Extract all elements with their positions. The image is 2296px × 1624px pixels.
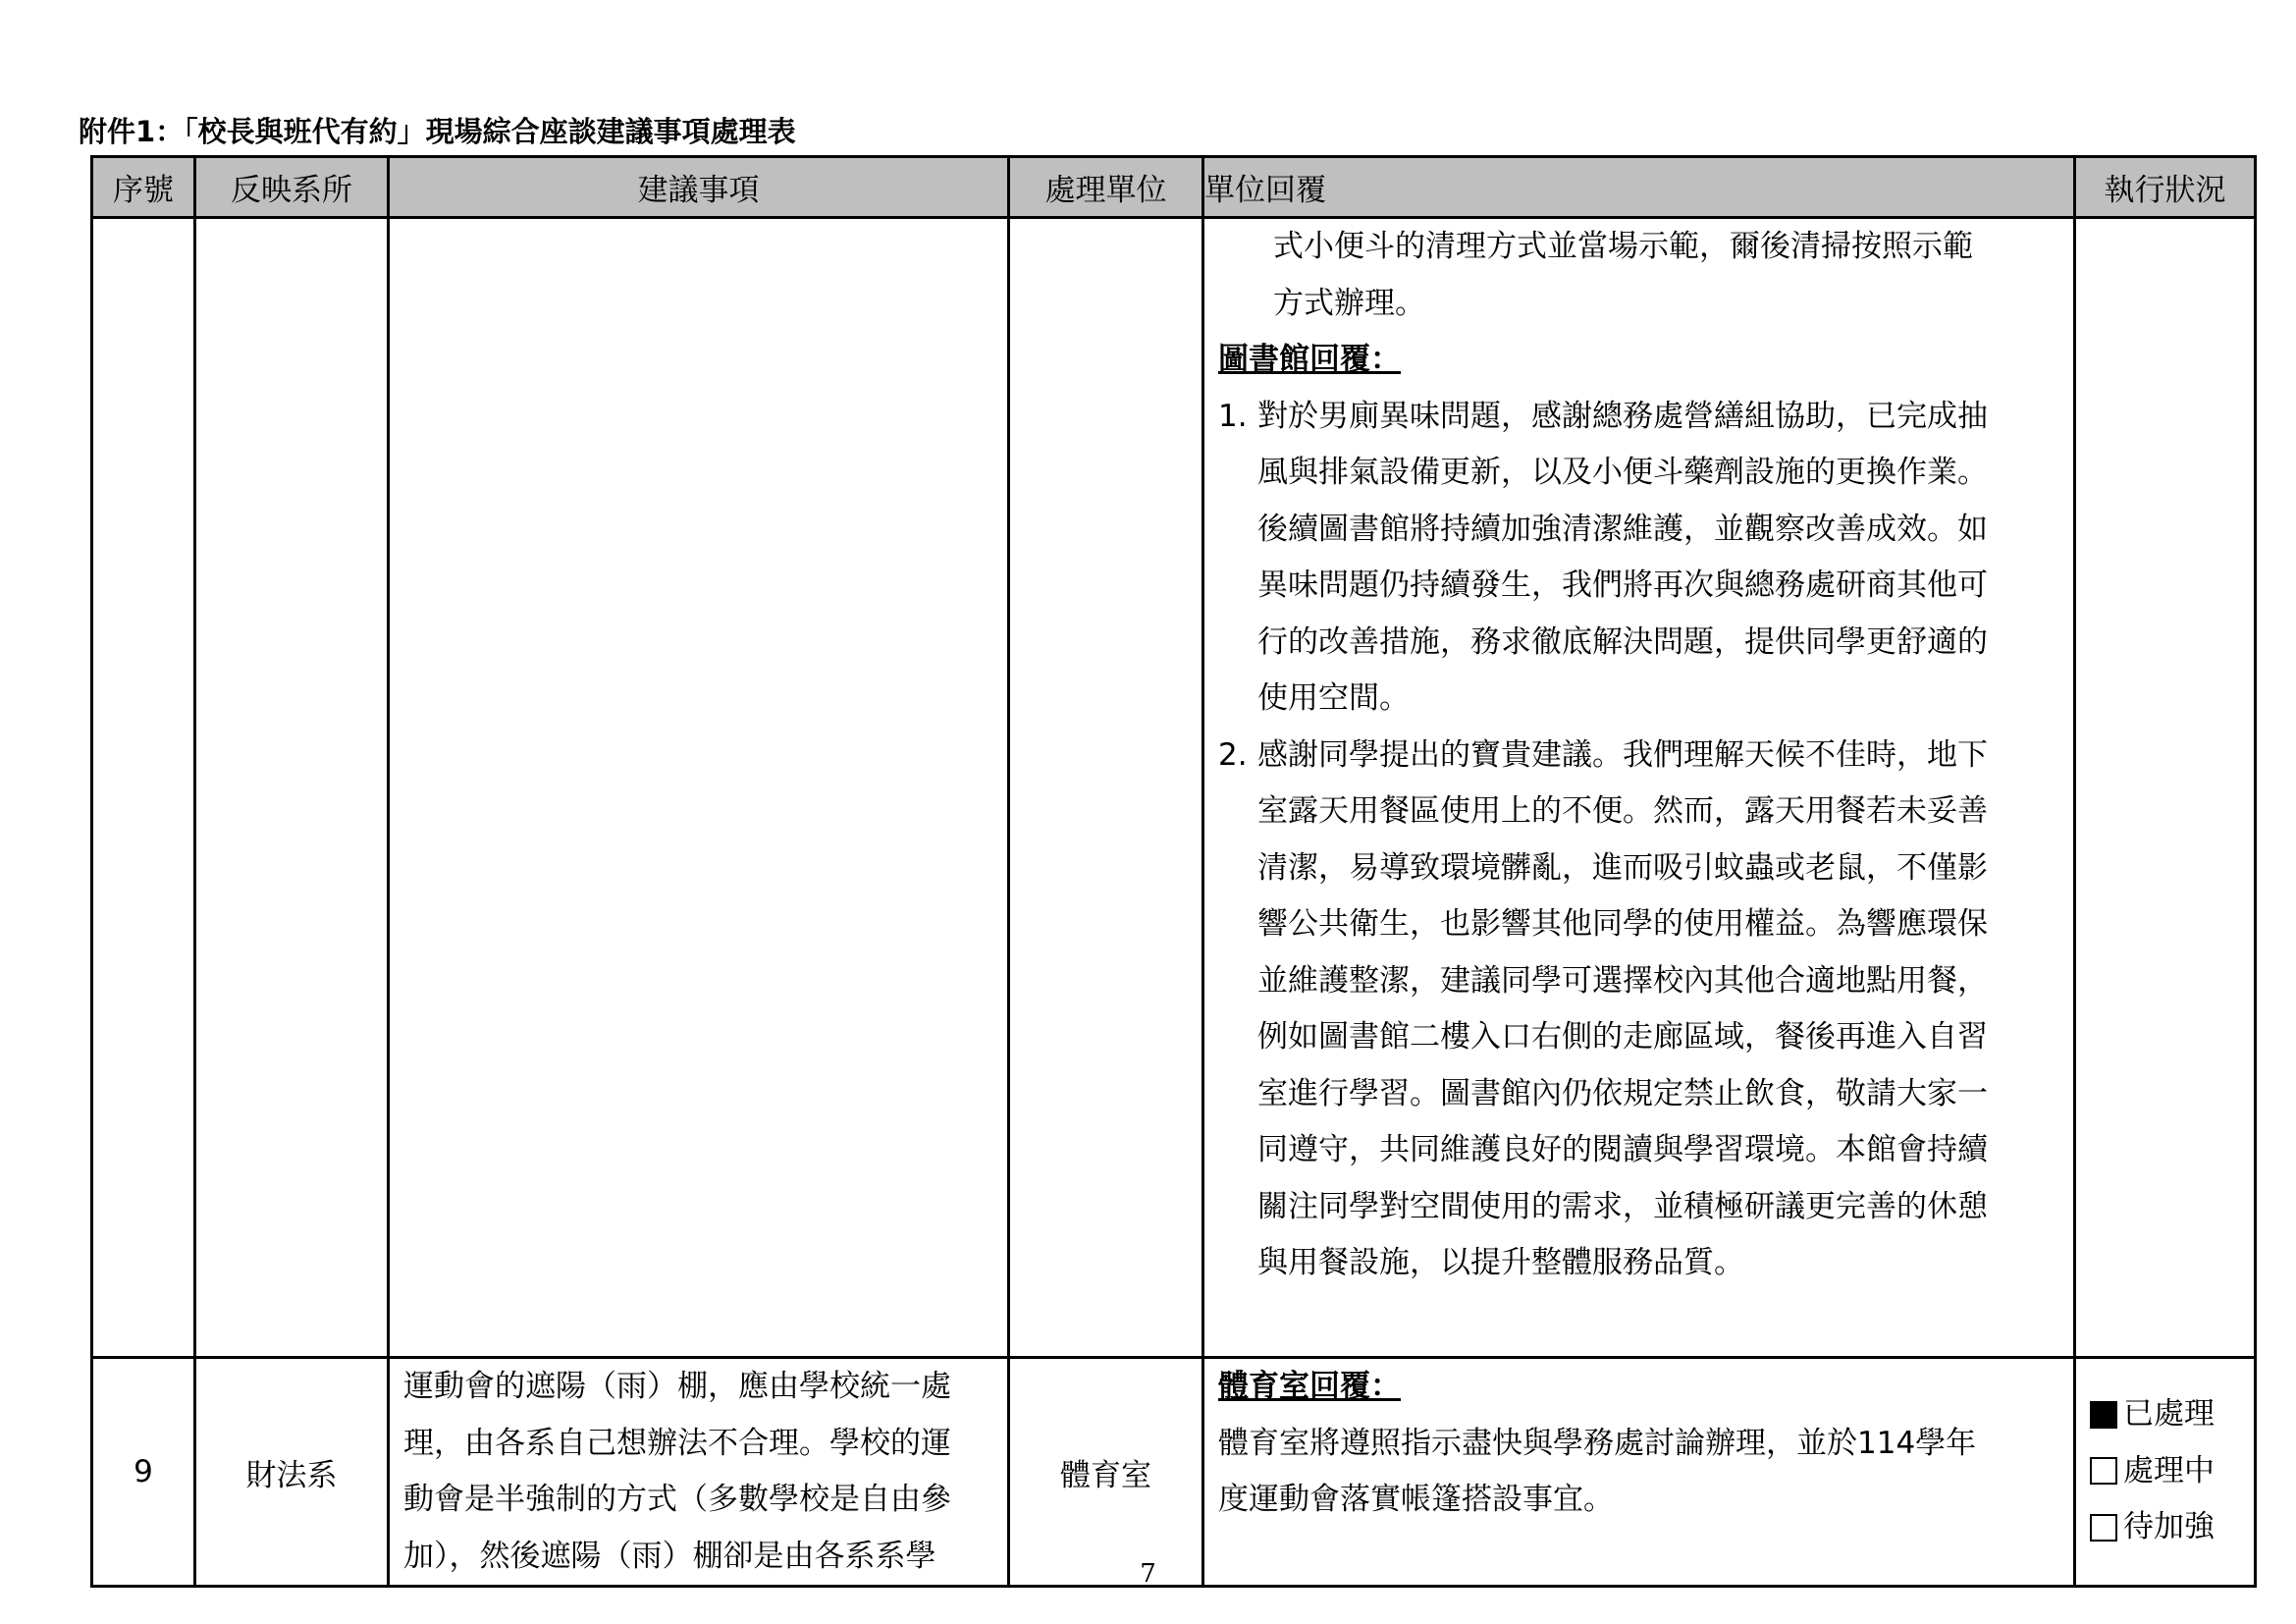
status-option-in-progress[interactable]: 處理中: [2090, 1443, 2244, 1500]
seq-cell: [92, 218, 195, 1358]
status-option-needs-improvement[interactable]: 待加強: [2090, 1499, 2244, 1556]
table-row: [92, 218, 2256, 1358]
seq-cell: 9: [92, 1358, 195, 1587]
header-status: 執行狀況: [2075, 157, 2256, 218]
unit-cell: 體育室: [1009, 1358, 1203, 1587]
pe-office-response-heading: 體育室回覆：: [1218, 1369, 1401, 1404]
suggestion-cell: 運動會的遮陽（雨）棚，應由學校統一處 理，由各系自己想辦法不合理。學校的運 動會是半強制的方式（多數學校是自由參 加），然後遮陽（雨）棚卻是由各系系學: [389, 1358, 1009, 1587]
status-cell: [2075, 1358, 2256, 1587]
page-number: 7: [1140, 1559, 1156, 1589]
header-suggestion: 建議事項: [389, 157, 1009, 218]
dept-cell: [195, 218, 389, 1358]
status-option-done[interactable]: 已處理: [2090, 1386, 2244, 1443]
empty-box-icon: [2090, 1514, 2117, 1542]
header-response: 單位回覆: [1203, 157, 2075, 218]
response-cell: [1203, 218, 2075, 1358]
response-cell: 體育室回覆： 體育室將遵照指示盡快與學務處討論辦理，並於114學年 度運動會落實帳篷搭設事宜。: [1203, 1358, 2075, 1587]
library-response-heading: 圖書館回覆：: [1218, 342, 1401, 377]
dept-cell: 財法系: [195, 1358, 389, 1587]
suggestion-table: [90, 155, 2257, 1588]
list-item: 1. 對於男廁異味問題，感謝總務處營繕組協助，已完成抽 風與排氣設備更新，以及小便斗藥劑設施的更換作業。 後續圖書館將持續加強清潔維護，並觀察改善成效。如 異味問題仍持續發生，我們將再次與總務處研商其他可 行的改善措施，務求徹底解決問題，提供同學更舒適的 使用空間。: [1218, 398, 1988, 716]
header-seq: 序號: [92, 157, 195, 218]
unit-cell: [1009, 218, 1203, 1358]
checked-box-icon: [2090, 1401, 2117, 1429]
header-row: [92, 157, 2256, 218]
suggestion-cell: [389, 218, 1009, 1358]
table-row: [92, 1358, 2256, 1587]
list-item: 2. 感謝同學提出的寶貴建議。我們理解天候不佳時，地下 室露天用餐區使用上的不便。然而，露天用餐若未妥善 清潔，易導致環境髒亂，進而吸引蚊蟲或老鼠，不僅影 響公共衛生，也影響其他同學的使用權益。為響應環保 並維護整潔，建議同學可選擇校內其他合適地點用餐， 例如圖書館二樓入口右側的走廊區域，餐後再進入自習 室進行學習。圖書館內仍依規定禁止飲食，敬請大家一 同遵守，共同維護良好的閱讀與學習環境。本館會持續 關注同學對空間使用的需求，並積極研議更完善的休憩 與用餐設施，以提升整體服務品質。: [1218, 736, 1988, 1280]
continued-text: 式小便斗的清理方式並當場示範，爾後清掃按照示範 方式辦理。: [1273, 229, 1973, 321]
document-title: 附件1：「校長與班代有約」現場綜合座談建議事項處理表: [79, 115, 796, 148]
header-unit: 處理單位: [1009, 157, 1203, 218]
empty-box-icon: [2090, 1457, 2117, 1485]
header-dept: 反映系所: [195, 157, 389, 218]
status-cell: [2075, 218, 2256, 1358]
